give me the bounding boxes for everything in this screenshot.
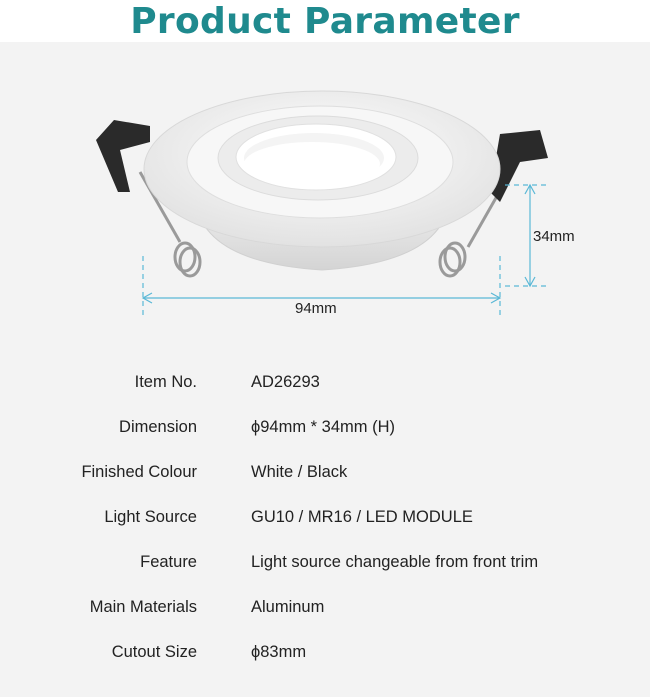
param-row-item-no — [0, 373, 650, 397]
param-row-light-source — [0, 508, 650, 532]
param-label: Feature — [140, 553, 197, 571]
param-row-feature — [0, 553, 650, 577]
param-row-finished-colour — [0, 463, 650, 487]
param-value: ϕ94mm * 34mm (H) — [251, 418, 396, 436]
param-label: Main Materials — [89, 598, 197, 616]
param-value: GU10 / MR16 / LED MODULE — [251, 508, 473, 526]
param-row-dimension — [0, 418, 650, 442]
height-dimension-label: 34mm — [533, 228, 575, 245]
param-value: ϕ83mm — [251, 643, 307, 661]
param-label: Dimension — [119, 418, 197, 436]
param-label: Item No. — [134, 373, 197, 391]
product-image — [0, 42, 650, 342]
page-title: Product Parameter — [130, 1, 520, 42]
param-value: White / Black — [251, 463, 348, 481]
param-row-main-materials — [0, 598, 650, 622]
param-value: Light source changeable from front trim — [251, 553, 539, 571]
param-value: AD26293 — [251, 373, 320, 391]
param-label: Finished Colour — [81, 463, 197, 481]
param-label: Cutout Size — [111, 643, 197, 661]
param-label: Light Source — [104, 508, 197, 526]
clip-left — [96, 120, 150, 192]
param-value: Aluminum — [251, 598, 325, 616]
param-row-cutout-size — [0, 643, 650, 667]
width-dimension-label: 94mm — [295, 300, 337, 317]
